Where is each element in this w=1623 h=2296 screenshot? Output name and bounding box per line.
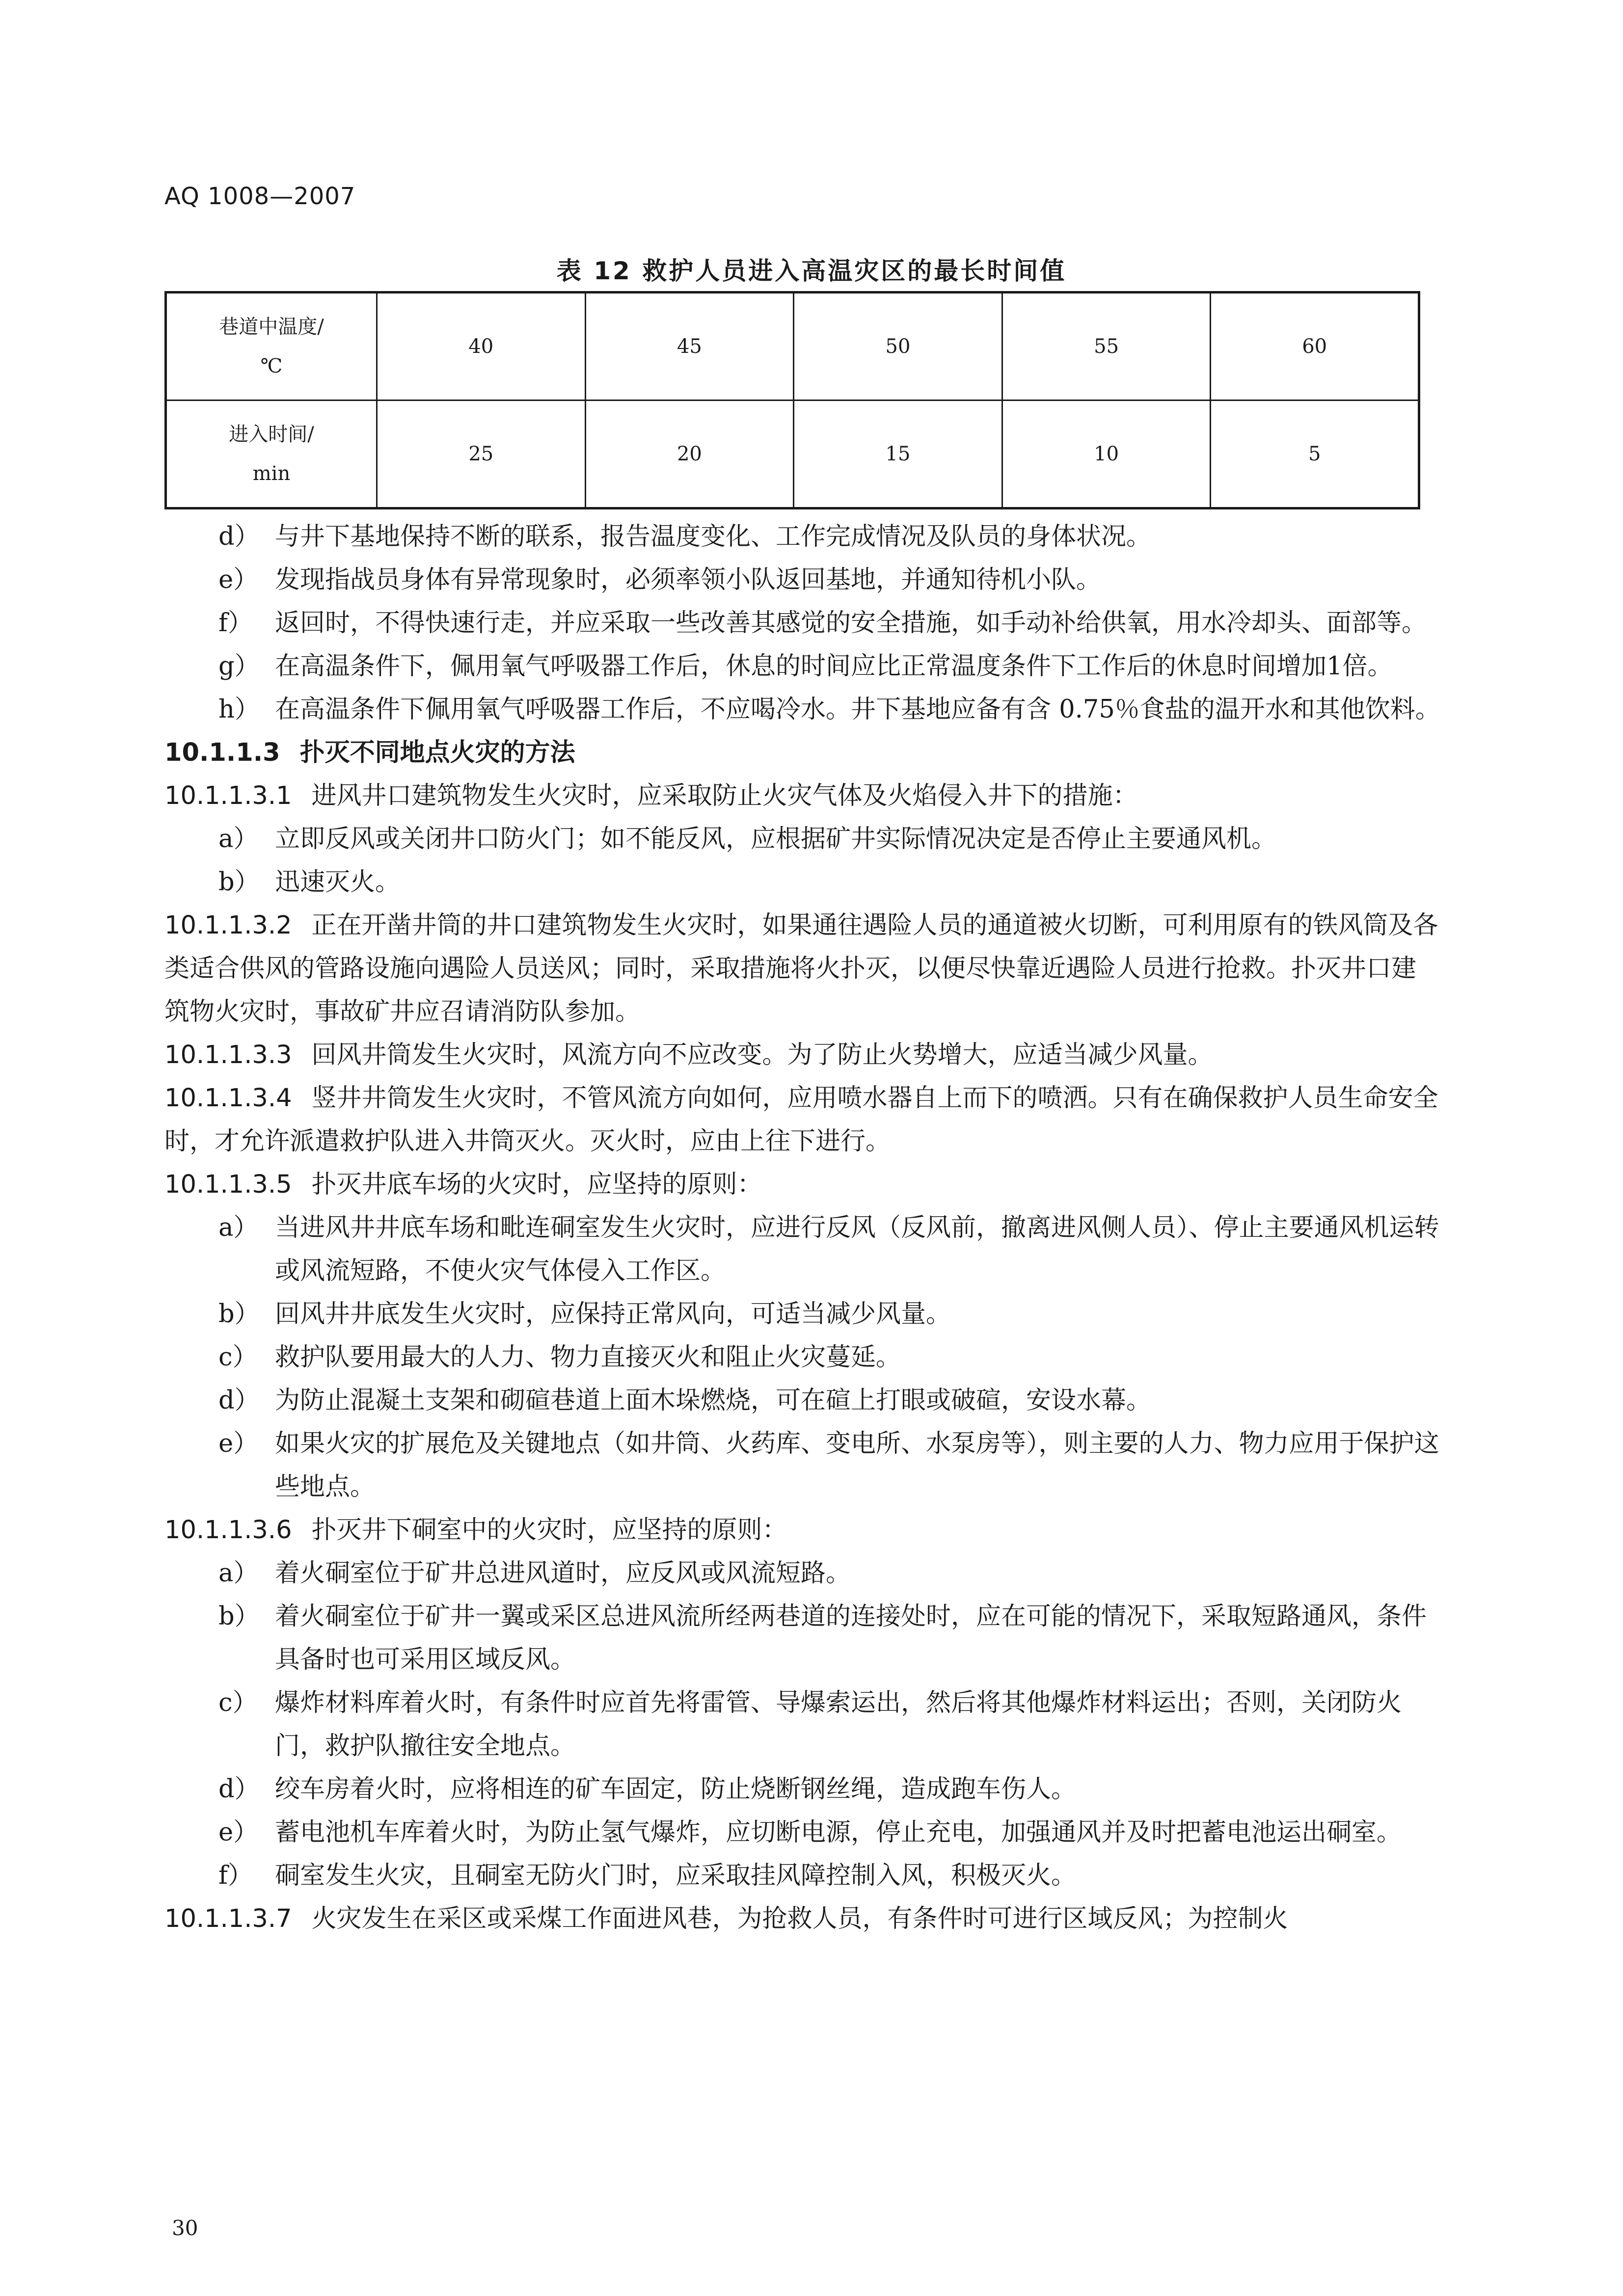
list-item-text: 救护队要用最大的人力、物力直接灭火和阻止火灾蔓延。 (275, 1343, 901, 1372)
list-item (164, 1379, 1441, 1422)
list-marker: a） (218, 1213, 259, 1242)
list-marker: d） (218, 1386, 260, 1415)
list-item (164, 1336, 1441, 1379)
list-item (164, 515, 1441, 559)
list-marker: a） (218, 1559, 259, 1588)
clause-text: 扑灭井底车场的火灾时，应坚持的原则： (311, 1170, 762, 1199)
list-item-text: 与井下基地保持不断的联系，报告温度变化、工作完成情况及队员的身体状况。 (275, 522, 1152, 551)
list-marker: g） (218, 652, 260, 681)
clause (164, 1509, 1441, 1552)
list-marker: e） (218, 1429, 259, 1458)
section-heading (164, 731, 1441, 774)
table-cell: 25 (377, 400, 586, 508)
clause-number: 10.1.1.3.3 (164, 1041, 292, 1069)
list-item-text: 硐室发生火灾，且硐室无防火门时，应采取挂风障控制入风，积极灭火。 (275, 1861, 1077, 1890)
clause (164, 904, 1441, 1034)
list-item-text: 蓄电池机车库着火时，为防止氢气爆炸，应切断电源，停止充电，加强通风并及时把蓄电池运出硐室。 (275, 1818, 1402, 1847)
table-cell: 60 (1211, 293, 1419, 400)
list-item-text: 回风井井底发生火灾时，应保持正常风向，可适当减少风量。 (275, 1300, 951, 1329)
clause-text: 进风井口建筑物发生火灾时，应采取防止火灾气体及火焰侵入井下的措施： (311, 781, 1138, 810)
list-marker: a） (218, 825, 259, 854)
list-marker: f） (218, 1861, 253, 1890)
clause (164, 1897, 1441, 1941)
temperature-time-table (164, 291, 1420, 509)
list-item (164, 1854, 1441, 1897)
list-item-text: 返回时，不得快速行走，并应采取一些改善其感觉的安全措施，如手动补给供氧，用水冷却头、面部等。 (275, 609, 1427, 638)
section-title: 扑灭不同地点火灾的方法 (299, 738, 575, 767)
clause-text: 回风井筒发生火灾时，风流方向不应改变。为了防止火势增大，应适当减少风量。 (311, 1041, 1213, 1069)
table-row (166, 293, 1419, 400)
clause-number: 10.1.1.3.4 (164, 1084, 292, 1113)
list-item (164, 1422, 1441, 1509)
list-item-text: 发现指战员身体有异常现象时，必须率领小队返回基地，并通知待机小队。 (275, 565, 1102, 594)
table-cell: 55 (1002, 293, 1211, 400)
list-item-text: 在高温条件下佩用氧气呼吸器工作后，不应喝冷水。井下基地应备有含 0.75％食盐的温开水和其他饮料。 (275, 695, 1440, 724)
table-cell: 45 (585, 293, 794, 400)
list-item (164, 1206, 1441, 1293)
row-header: 巷道中温度/ ℃ (166, 293, 377, 400)
clause (164, 1163, 1441, 1206)
page-number: 30 (172, 2216, 198, 2240)
clause-text: 正在开凿井筒的井口建筑物发生火灾时，如果通往遇险人员的通道被火切断，可利用原有的铁风筒及各类适合供风的管路设施向遇险人员送风；同时，采取措施将火扑灭，以便尽快靠近遇险人员进行抢救。扑灭井口建筑物火灾时，事故矿井应召请消防队参加。 (164, 911, 1438, 1026)
list-item-text: 为防止混凝土支架和砌碹巷道上面木垛燃烧，可在碹上打眼或破碹，安设水幕。 (275, 1386, 1152, 1415)
list-item-text: 如果火灾的扩展危及关键地点（如井筒、火药库、变电所、水泵房等），则主要的人力、物力应用于保护这些地点。 (275, 1429, 1439, 1501)
list-item-text: 迅速灭火。 (275, 868, 401, 897)
list-marker: d） (218, 522, 260, 551)
list-marker: b） (218, 1300, 260, 1329)
list-item (164, 602, 1441, 645)
list-marker: b） (218, 868, 260, 897)
table-cell: 20 (585, 400, 794, 508)
list-item (164, 1682, 1441, 1768)
clause (164, 1077, 1441, 1163)
list-marker: b） (218, 1602, 260, 1631)
clause (164, 1034, 1441, 1077)
list-item (164, 861, 1441, 904)
list-item-text: 爆炸材料库着火时，有条件时应首先将雷管、导爆索运出，然后将其他爆炸材料运出；否则，关闭防火门，救护队撤往安全地点。 (275, 1688, 1402, 1761)
list-item (164, 559, 1441, 602)
standard-code: AQ 1008—2007 (164, 183, 356, 210)
list-item-text: 当进风井井底车场和毗连硐室发生火灾时，应进行反风（反风前，撤离进风侧人员）、停止主要通风机运转或风流短路，不使火灾气体侵入工作区。 (275, 1213, 1439, 1285)
clause-text: 竖井井筒发生火灾时，不管风流方向如何，应用喷水器自上而下的喷洒。只有在确保救护人员生命安全时，才允许派遣救护队进入井筒灭火。灭火时，应由上往下进行。 (164, 1084, 1438, 1156)
body-text (164, 515, 1441, 1941)
section-number: 10.1.1.3 (164, 738, 280, 767)
clause-number: 10.1.1.3.5 (164, 1170, 292, 1199)
table-row (166, 400, 1419, 508)
table-cell: 40 (377, 293, 586, 400)
list-item-text: 着火硐室位于矿井总进风道时，应反风或风流短路。 (275, 1559, 851, 1588)
list-marker: h） (218, 695, 260, 724)
clause-number: 10.1.1.3.2 (164, 911, 292, 940)
clause-number: 10.1.1.3.7 (164, 1904, 292, 1933)
list-item (164, 818, 1441, 861)
list-item-text: 绞车房着火时，应将相连的矿车固定，防止烧断钢丝绳，造成跑车伤人。 (275, 1775, 1077, 1804)
list-item (164, 1293, 1441, 1336)
list-marker: f） (218, 609, 253, 638)
clause-number: 10.1.1.3.1 (164, 781, 292, 810)
list-marker: e） (218, 565, 259, 594)
clause (164, 774, 1441, 818)
list-item (164, 645, 1441, 688)
list-item (164, 1552, 1441, 1595)
list-item (164, 688, 1441, 731)
table-cell: 5 (1211, 400, 1419, 508)
list-marker: c） (218, 1688, 258, 1717)
list-item (164, 1811, 1441, 1854)
table-caption: 表 12 救护人员进入高温灾区的最长时间值 (556, 257, 1067, 285)
table-cell: 50 (794, 293, 1002, 400)
list-item (164, 1595, 1441, 1682)
list-item-text: 立即反风或关闭井口防火门；如不能反风，应根据矿井实际情况决定是否停止主要通风机。 (275, 825, 1277, 854)
table-cell: 15 (794, 400, 1002, 508)
clause-text: 扑灭井下硐室中的火灾时，应坚持的原则： (311, 1516, 787, 1545)
list-item (164, 1768, 1441, 1811)
clause-number: 10.1.1.3.6 (164, 1516, 292, 1545)
list-item-text: 着火硐室位于矿井一翼或采区总进风流所经两巷道的连接处时，应在可能的情况下，采取短路通风，条件具备时也可采用区域反风。 (275, 1602, 1427, 1674)
clause-text: 火灾发生在采区或采煤工作面进风巷，为抢救人员，有条件时可进行区域反风；为控制火 (311, 1904, 1288, 1933)
list-marker: d） (218, 1775, 260, 1804)
table-cell: 10 (1002, 400, 1211, 508)
list-marker: e） (218, 1818, 259, 1847)
row-header: 进入时间/ min (166, 400, 377, 508)
list-marker: c） (218, 1343, 258, 1372)
list-item-text: 在高温条件下，佩用氧气呼吸器工作后，休息的时间应比正常温度条件下工作后的休息时间增加1倍。 (275, 652, 1393, 681)
